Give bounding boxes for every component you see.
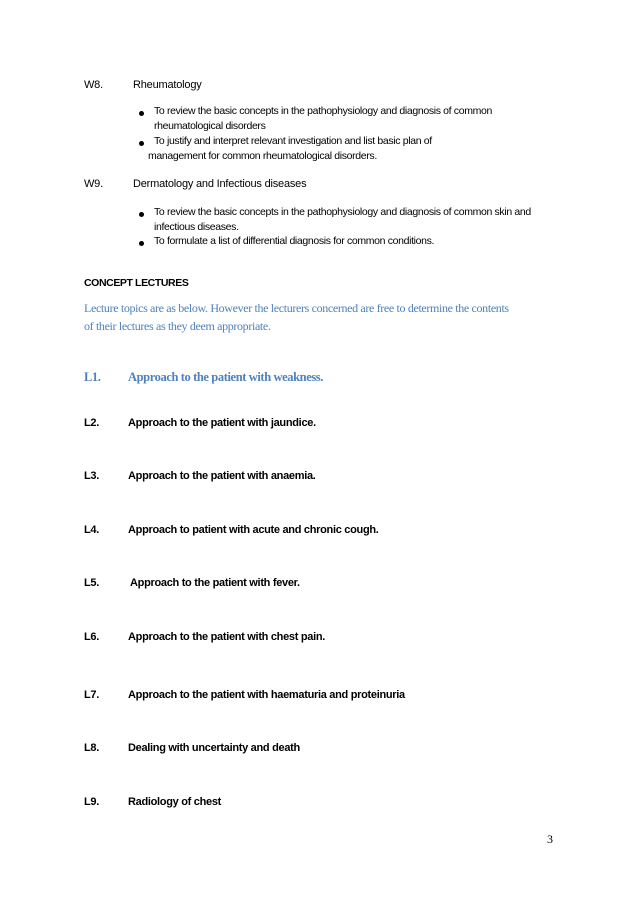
page-number: 3	[547, 832, 553, 846]
lecture-code: L9.	[84, 796, 99, 808]
lecture-code: L8.	[84, 742, 99, 754]
bullet-icon	[139, 241, 144, 246]
lecture-title: Approach to the patient with weakness.	[128, 370, 323, 384]
bullet-line: infectious diseases.	[154, 221, 239, 233]
lecture-code: L4.	[84, 524, 99, 536]
lecture-code: L3.	[84, 470, 99, 482]
lecture-code: L5.	[84, 577, 99, 589]
lecture-title: Dealing with uncertainty and death	[128, 742, 300, 754]
section-heading: CONCEPT LECTURES	[84, 277, 189, 289]
intro-text-line: Lecture topics are as below. However the lecturers concerned are free to determine the contents	[84, 301, 509, 315]
lecture-code: L1.	[84, 370, 101, 384]
bullet-line: rheumatological disorders	[154, 120, 266, 132]
lecture-title: Approach to the patient with anaemia.	[128, 470, 316, 482]
lecture-title: Approach to the patient with jaundice.	[128, 417, 316, 429]
bullet-icon	[139, 141, 144, 146]
lecture-title: Approach to the patient with haematuria and proteinuria	[128, 689, 405, 701]
bullet-icon	[139, 111, 144, 116]
bullet-line: To formulate a list of differential diagnosis for common conditions.	[154, 235, 435, 247]
lecture-title: Approach to the patient with fever.	[130, 577, 300, 589]
bullet-line: To review the basic concepts in the pathophysiology and diagnosis of common	[154, 105, 492, 117]
lecture-code: L2.	[84, 417, 99, 429]
lecture-code: L7.	[84, 689, 99, 701]
bullet-line: To justify and interpret relevant investigation and list basic plan of	[154, 135, 432, 147]
bullet-line: management for common rheumatological disorders.	[148, 150, 377, 162]
bullet-icon	[139, 212, 144, 217]
workshop-code: W8.	[84, 79, 103, 91]
workshop-title: Dermatology and Infectious diseases	[133, 178, 307, 190]
lecture-title: Radiology of chest	[128, 796, 221, 808]
lecture-code: L6.	[84, 631, 99, 643]
lecture-title: Approach to the patient with chest pain.	[128, 631, 326, 643]
bullet-line: To review the basic concepts in the pathophysiology and diagnosis of common skin and	[154, 206, 531, 218]
workshop-code: W9.	[84, 178, 103, 190]
workshop-title: Rheumatology	[133, 79, 202, 91]
lecture-title: Approach to patient with acute and chronic cough.	[128, 524, 379, 536]
intro-text-line: of their lectures as they deem appropriate.	[84, 319, 271, 333]
